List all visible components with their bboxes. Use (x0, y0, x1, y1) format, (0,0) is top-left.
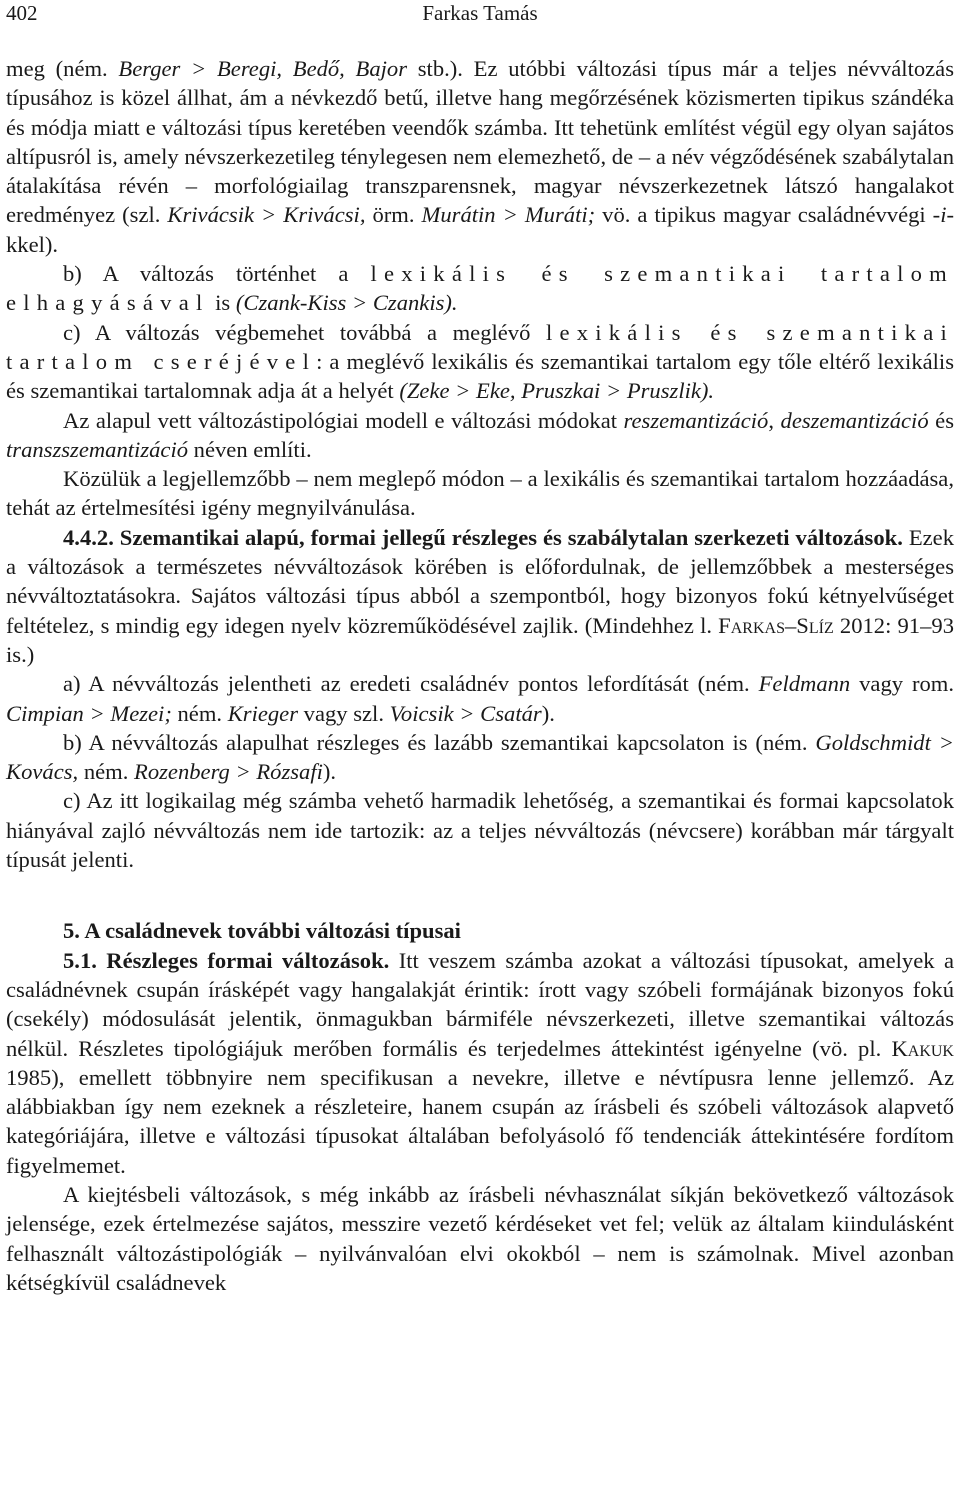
example-names: (Zeke > Eke, Pruszkai > Pruszlik). (399, 378, 715, 404)
author-smallcaps: Slíz (796, 612, 834, 638)
paragraph-section-5-1 (6, 946, 954, 1180)
section-heading-4-4-2: 4.4.2. Szemantikai alapú, formai jellegű részleges és szabálytalan szerkezeti változások. (63, 524, 903, 550)
example-names: Feldmann (758, 671, 851, 697)
author-smallcaps: Farkas (718, 612, 785, 638)
paragraph-b-deszemantizacio (6, 259, 954, 318)
text-run: a) A névváltozás jelentheti az eredeti családnév pontos lefordítását (ném. (63, 671, 759, 697)
text-run: örm. (365, 202, 422, 228)
page-number: 402 (6, 1, 38, 25)
text-run: : a meglévő lexikális és szemantikai tartalom egy tőle eltérő lexikális és szemantikai tartalomnak adja át a helyét (6, 348, 954, 404)
term: transzszemantizáció (6, 436, 189, 462)
example-names: Krivácsik > Krivácsi, (167, 202, 366, 228)
text-run: Itt veszem számba azokat a változási típusokat, amelyek a családnévnek csupán írásképét vagy hangalakját érintik: írott vagy szóbeli formájának bizonyos fokú (csekély) módosulását jelentik, önmagukban bármiféle névszerkezeti, illetve szemantikai változás nélkül. Részletes tipológiájuk merőben formális és terjedelmes áttekintést igényelne (vö. pl. (6, 947, 954, 1061)
text-run: c) A változás végbemehet továbbá a meglévő (63, 319, 546, 345)
running-header (6, 0, 954, 34)
running-title-author: Farkas Tamás (422, 1, 538, 25)
text-run: 2012: 91–93 is.) (6, 612, 954, 667)
example-names: Krieger (227, 700, 299, 726)
text-run: ). (322, 759, 337, 785)
suffix-letter: i (940, 202, 947, 228)
body-text (6, 54, 954, 1297)
paragraph-c-transzszemantizacio (6, 318, 954, 406)
spaced-emphasis: lexikális és szemantikai tartalom cseréjével (6, 319, 954, 374)
section-gap (6, 874, 954, 916)
term: deszemantizáció (780, 407, 929, 433)
text-run: ném. (171, 700, 228, 726)
example-names: Rozenberg > Rózsafi (134, 759, 323, 785)
section-heading-5-1: 5.1. Részleges formai változások. (63, 947, 390, 973)
text-run: Az alapul vett változástipológiai modell e változási módokat (63, 407, 624, 433)
example-names: Goldschmidt > Kovács, (6, 729, 954, 785)
text-run: 1985), emellett többnyire nem specifikusan a nevekre, illetve e névtípusra lenne jellemző. Az alábbiakban így nem ezeknek a részleteire, hanem csupán az írásbeli és szóbeli változások alapvető kategóriájára, illetve e változási típusokat általában befolyásoló fő tendenciák áttekintésére fordítom figyelmemet. (6, 1064, 954, 1178)
text-run: vagy szl. (298, 700, 390, 726)
example-names: (Czank-Kiss > Czankis). (235, 290, 458, 316)
paragraph-4-4-2-c: c) Az itt logikailag még számba vehető harmadik lehetőség, a szemantikai és formai kapcsolatok hiányával zajló névváltozás nem ide tartozik: az a teljes névváltozás (névcsere) korábban már tárgyalt típusát jelenti. (6, 788, 954, 873)
term: reszemantizáció (623, 407, 769, 433)
paragraph-4-4-2-b (6, 728, 954, 787)
paragraph-section-4-4-2 (6, 523, 954, 669)
paragraph-altipus (6, 54, 954, 259)
text-run: néven említi. (188, 436, 312, 462)
text-run: vö. a tipikus magyar családnévvégi - (595, 202, 941, 228)
example-names: Berger > Beregi, Bedő, Bajor (118, 56, 408, 81)
paragraph-4-4-2-a (6, 669, 954, 728)
spaced-emphasis: lexikális és szemantikai tartalom elhagyásával (6, 261, 954, 316)
text-run: meg (ném. (6, 56, 119, 81)
text-run: -kkel). (6, 202, 955, 257)
text-run: és (928, 407, 954, 433)
text-run: is (209, 290, 236, 316)
author-smallcaps: Kakuk (891, 1035, 954, 1061)
paragraph-kiejtesbeli: A kiejtésbeli változások, s még inkább az írásbeli névhasználat síkján bekövetkező változások jelensége, ezek értelmezése sajátos, messzire vezető kérdéseket vet fel; velük az általam kiindulásként felhasznált változástipológiák – nyilvánvalóan elvi okokból – nem is számolnak. Mivel azonban kétségkívül családnevek (6, 1181, 954, 1295)
section-heading-5 (6, 916, 954, 945)
text-run: b) A változás történhet a (63, 261, 371, 287)
example-names: Murátin > Muráti; (421, 202, 596, 228)
text-run: b) A névváltozás alapulhat részleges és lazább szemantikai kapcsolaton is (ném. (63, 729, 816, 755)
text-run: ném. (78, 759, 135, 785)
text-run: , (768, 407, 781, 433)
text-run: ). (541, 700, 555, 726)
example-names: Voicsik > Csatár (389, 700, 542, 726)
paragraph-model (6, 406, 954, 465)
section-heading-5-text: 5. A családnevek további változási típusai (63, 918, 461, 944)
text-run: stb.). Ez utóbbi változási típus már a teljes névváltozás típusához is közel állhat, ám a névkezdő betű, illetve hang megőrzésének közismerten tipikus szándéka és módja miatt e változási típus keretében veendők számba. Itt tehetünk említést végül egy olyan sajátos altípusról is, amely névszerkezetileg ténylegesen nem elemezhető, de – a név végződésének szabálytalan átalakítása révén – morfológiailag transzparensnek, magyar névszerkezetnek látszó hangalakot eredményez (szl. (6, 56, 954, 228)
paragraph-kozuluk: Közülük a legjellemzőbb – nem meglepő módon – a lexikális és szemantikai tartalom hozzáadása, tehát az értelmesítési igény megnyilvánulása. (6, 466, 954, 521)
text-run: – (784, 612, 797, 638)
text-run: vagy rom. (850, 671, 954, 697)
text-run: Ezek a változások a természetes névváltozások körében is előfordulnak, de jellemzőbbek a mesterséges névváltoztatásokra. Sajátos változási típus abból a szempontból, hogy bizonyos fokú kétnyelvűséget feltételez, s mindig egy idegen nyelv közreműködésével zajlik. (Mindehhez l. (6, 524, 954, 638)
example-names: Cimpian > Mezei; (6, 700, 172, 726)
